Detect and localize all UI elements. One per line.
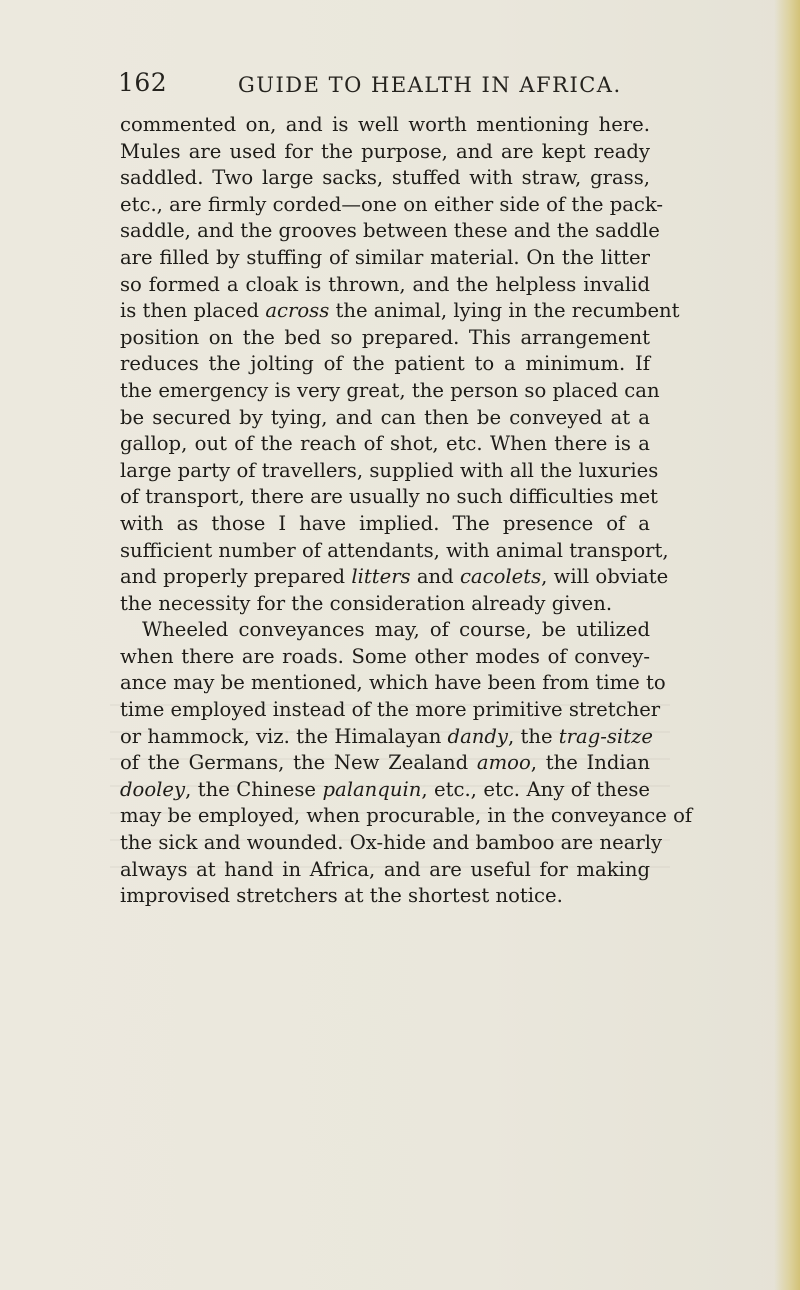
text-line: reduces the jolting of the patient to a minimum. If: [120, 352, 650, 376]
italic-term: litters: [351, 565, 411, 589]
text-line: time employed instead of the more primitive stretcher: [120, 698, 661, 722]
text-line: Mules are used for the purpose, and are kept ready: [120, 139, 650, 163]
text-line: improvised stretchers at the shortest notice.: [120, 884, 563, 908]
text-line: saddle, and the grooves between these and the saddle: [120, 219, 660, 243]
italic-term: palanquin: [322, 777, 422, 801]
text-line: the necessity for the consideration already given.: [120, 591, 613, 615]
text-line: the emergency is very great, the person so placed can: [120, 378, 660, 402]
text-run: , the Chinese: [185, 777, 323, 801]
text-run: and properly prepared: [120, 565, 352, 589]
text-line: [120, 750, 650, 777]
text-run: , the: [508, 724, 559, 748]
text-line: when there are roads. Some other modes of convey-: [120, 644, 650, 668]
text-line: sufficient number of attendants, with animal transport,: [120, 538, 669, 562]
text-run: and: [410, 565, 460, 589]
page-number: 162: [118, 68, 168, 97]
running-head: GUIDE TO HEALTH IN AFRICA.: [238, 73, 622, 97]
text-run: the animal, lying in the recumbent: [329, 299, 680, 323]
text-run: , will obviate: [541, 565, 669, 589]
text-run: or hammock, viz. the Himalayan: [120, 724, 448, 748]
text-line: position on the bed so prepared. This arrangement: [120, 325, 650, 349]
text-line: the sick and wounded. Ox-hide and bamboo are nearly: [120, 831, 663, 855]
text-line: Wheeled conveyances may, of course, be utilized: [142, 618, 650, 642]
text-run: of the Germans, the New Zealand: [120, 751, 477, 775]
text-line: commented on, and is well worth mentioning here.: [120, 113, 650, 136]
text-line: with as those I have implied. The presence of a: [120, 511, 650, 535]
text-line: always at hand in Africa, and are useful for making: [120, 857, 650, 881]
text-run: , the Indian: [530, 751, 650, 775]
italic-term: across: [265, 299, 330, 323]
text-line: of transport, there are usually no such difficulties met: [120, 485, 658, 509]
italic-term: dandy: [447, 724, 509, 748]
text-line: gallop, out of the reach of shot, etc. When there is a: [120, 432, 650, 456]
page-edge-shading: [774, 0, 800, 1290]
text-line: [120, 724, 653, 751]
text-line: so formed a cloak is thrown, and the helpless invalid: [120, 272, 650, 296]
text-line: [120, 298, 680, 325]
page-header: [118, 68, 658, 108]
italic-term: amoo: [476, 751, 531, 775]
text-run: , etc., etc. Any of these: [421, 777, 650, 801]
text-line: etc., are firmly corded—one on either side of the pack-: [120, 192, 664, 216]
text-line: ance may be mentioned, which have been from time to: [120, 671, 666, 695]
italic-term: cacolets: [459, 565, 542, 589]
text-line: are filled by stuffing of similar material. On the litter: [120, 245, 650, 269]
italic-term: dooley: [120, 777, 186, 801]
text-line: large party of travellers, supplied with all the luxuries: [120, 458, 659, 482]
text-line: saddled. Two large sacks, stuffed with straw, grass,: [120, 166, 650, 190]
text-line: [120, 564, 669, 591]
italic-term: trag-sitze: [558, 724, 653, 748]
body-text: [120, 112, 693, 910]
text-line: [120, 777, 650, 804]
text-line: may be employed, when procurable, in the conveyance of: [120, 804, 693, 828]
text-run: is then placed: [120, 299, 266, 323]
text-line: be secured by tying, and can then be conveyed at a: [120, 405, 650, 429]
